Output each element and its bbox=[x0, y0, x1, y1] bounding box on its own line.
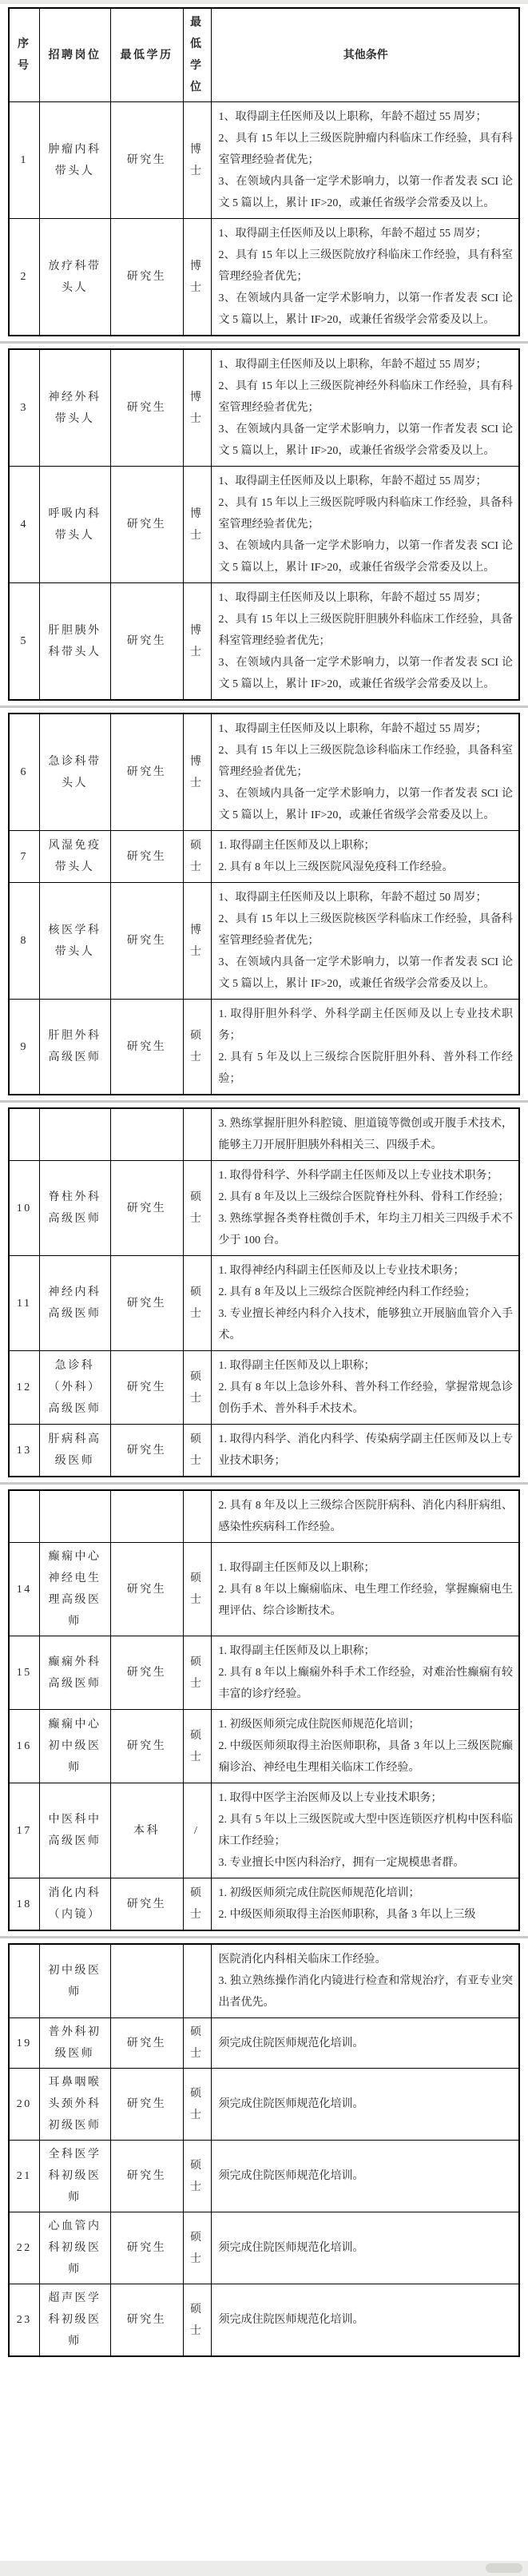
condition-clause: 3、在领域内具备一定学术影响力，以第一作者发表 SCI 论文 5 篇以上，累计 IF>20，或兼任省级学会常委及以上。 bbox=[218, 956, 513, 990]
position-cell: 心血管内科初级医师 bbox=[39, 2212, 110, 2284]
conditions-cell bbox=[211, 831, 519, 883]
row-number-cell: 21 bbox=[9, 2141, 39, 2212]
conditions-cell bbox=[211, 1161, 519, 1256]
row-number-cell: 22 bbox=[9, 2212, 39, 2284]
condition-clause: 3、在领域内具备一定学术影响力，以第一作者发表 SCI 论文 5 篇以上，累计 IF>20，或兼任省级学会常委及以上。 bbox=[218, 788, 513, 821]
table-row bbox=[9, 1351, 519, 1425]
row-number-cell: 13 bbox=[9, 1425, 39, 1477]
table-row bbox=[9, 1636, 519, 1710]
position-cell: 核医学科带头人 bbox=[39, 883, 110, 1000]
education-cell: 研究生 bbox=[110, 1161, 183, 1256]
table-row bbox=[9, 349, 519, 467]
page-break-separator bbox=[0, 336, 528, 348]
row-number-cell: 12 bbox=[9, 1351, 39, 1425]
conditions-cell bbox=[211, 1490, 519, 1543]
row-number-cell: 11 bbox=[9, 1256, 39, 1351]
position-cell bbox=[39, 1490, 110, 1543]
position-cell: 风湿免疫带头人 bbox=[39, 831, 110, 883]
conditions-cell bbox=[211, 714, 519, 831]
condition-clause: 2. 具有 8 年及以上三级综合医院脊柱外科、骨科工作经验； bbox=[218, 1191, 510, 1203]
education-cell: 研究生 bbox=[110, 714, 183, 831]
condition-clause: 1. 取得副主任医师及以上职称； bbox=[218, 1360, 375, 1372]
condition-clause: 3. 熟练掌握肝胆外科腔镜、胆道镜等微创或开腹手术技术，能够主刀开展肝胆胰外科相关三、四级手术。 bbox=[218, 1118, 513, 1151]
degree-cell: 博士 bbox=[183, 883, 211, 1000]
table-row bbox=[9, 1878, 519, 1931]
table-row bbox=[9, 583, 519, 701]
degree-cell: 硕士 bbox=[183, 1710, 211, 1783]
condition-clause: 1、取得副主任医师及以上职称，年龄不超过 55 周岁； bbox=[218, 592, 487, 604]
education-cell: 研究生 bbox=[110, 2284, 183, 2357]
table-row bbox=[9, 1000, 519, 1095]
table-row bbox=[9, 2212, 519, 2284]
conditions-cell bbox=[211, 1425, 519, 1477]
position-cell: 神经外科带头人 bbox=[39, 349, 110, 467]
degree-cell: 博士 bbox=[183, 349, 211, 467]
condition-clause: 1. 取得骨科学、外科学副主任医师及以上专业技术职务； bbox=[218, 1170, 498, 1182]
conditions-cell bbox=[211, 1543, 519, 1636]
table-row bbox=[9, 831, 519, 883]
education-cell: 研究生 bbox=[110, 1543, 183, 1636]
conditions-cell bbox=[211, 883, 519, 1000]
row-number-cell: 17 bbox=[9, 1783, 39, 1878]
condition-clause: 2. 具有 8 年以上癫痫外科手术工作经验，对难治性癫痫有较丰富的诊疗经验。 bbox=[218, 1667, 513, 1700]
row-number-cell: 20 bbox=[9, 2069, 39, 2141]
row-number-cell: 14 bbox=[9, 1543, 39, 1636]
column-header-2: 最低学历 bbox=[110, 8, 183, 102]
conditions-cell bbox=[211, 467, 519, 583]
page-break-line bbox=[0, 1482, 528, 1485]
table-row bbox=[9, 2018, 519, 2069]
position-cell: 癫痫中心初中级医师 bbox=[39, 1710, 110, 1783]
position-cell: 肝胆外科高级医师 bbox=[39, 1000, 110, 1095]
degree-cell: 硕士 bbox=[183, 1000, 211, 1095]
condition-clause: 1. 取得副主任医师及以上职称； bbox=[218, 840, 375, 852]
row-number-cell: 2 bbox=[9, 219, 39, 336]
position-cell: 神经内科高级医师 bbox=[39, 1256, 110, 1351]
position-cell: 癫痫外科高级医师 bbox=[39, 1636, 110, 1710]
page-break-line bbox=[0, 1100, 528, 1103]
condition-clause: 1、取得副主任医师及以上职称，年龄不超过 50 周岁； bbox=[218, 892, 487, 904]
education-cell: 研究生 bbox=[110, 349, 183, 467]
condition-clause: 1. 取得内科学、消化内科学、传染病学副主任医师及以上专业技术职务； bbox=[218, 1433, 513, 1467]
row-number-cell: 4 bbox=[9, 467, 39, 583]
conditions-cell bbox=[211, 2018, 519, 2069]
conditions-cell bbox=[211, 1710, 519, 1783]
table-row bbox=[9, 883, 519, 1000]
position-cell: 急诊科（外科）高级医师 bbox=[39, 1351, 110, 1425]
conditions-cell bbox=[211, 2284, 519, 2357]
page-break-separator bbox=[0, 1931, 528, 1943]
condition-clause: 须完成住院医师规范化培训。 bbox=[218, 2098, 364, 2110]
degree-cell: 博士 bbox=[183, 583, 211, 701]
row-number-cell: 7 bbox=[9, 831, 39, 883]
position-cell bbox=[39, 1108, 110, 1161]
table-row bbox=[9, 1710, 519, 1783]
table-row bbox=[9, 219, 519, 336]
education-cell: 研究生 bbox=[110, 583, 183, 701]
education-cell: 研究生 bbox=[110, 1256, 183, 1351]
condition-clause: 3、在领域内具备一定学术影响力，以第一作者发表 SCI 论文 5 篇以上，累计 IF>20，或兼任省级学会常委及以上。 bbox=[218, 292, 513, 326]
table-row bbox=[9, 2284, 519, 2357]
condition-clause: 须完成住院医师规范化培训。 bbox=[218, 2170, 364, 2182]
education-cell: 研究生 bbox=[110, 1636, 183, 1710]
table-row bbox=[9, 1783, 519, 1878]
condition-clause: 2. 具有 8 年以上急诊外科、普外科工作经验，掌握常规急诊创伤手术、普外科手术技术。 bbox=[218, 1381, 513, 1415]
condition-clause: 3. 独立熟练操作消化内镜进行检查和常规治疗，有亚专业突出者优先。 bbox=[218, 1975, 513, 2009]
position-cell: 全科医学科初级医师 bbox=[39, 2141, 110, 2212]
degree-cell: 博士 bbox=[183, 219, 211, 336]
condition-clause: 须完成住院医师规范化培训。 bbox=[218, 2314, 364, 2326]
education-cell bbox=[110, 1490, 183, 1543]
degree-cell: 博士 bbox=[183, 714, 211, 831]
table-row bbox=[9, 2141, 519, 2212]
table-row-continuation bbox=[9, 1108, 519, 1161]
condition-clause: 2、具有 15 年以上三级医院神经外科临床工作经验，具有科室管理经验者优先； bbox=[218, 380, 513, 414]
row-number-cell: 9 bbox=[9, 1000, 39, 1095]
recruitment-table-segment bbox=[8, 713, 520, 1095]
condition-clause: 1. 取得副主任医师及以上职称； bbox=[218, 1561, 375, 1574]
table-header-row bbox=[9, 8, 519, 102]
conditions-cell bbox=[211, 2212, 519, 2284]
condition-clause: 1、取得副主任医师及以上职称，年龄不超过 55 周岁； bbox=[218, 723, 487, 735]
position-cell: 癫痫中心神经电生理高级医师 bbox=[39, 1543, 110, 1636]
table-row bbox=[9, 2069, 519, 2141]
condition-clause: 2、具有 15 年以上三级医院急诊科临床工作经验，具备科室管理经验者优先； bbox=[218, 745, 513, 778]
conditions-cell bbox=[211, 1636, 519, 1710]
degree-cell: 硕士 bbox=[183, 1636, 211, 1710]
recruitment-table-segment bbox=[8, 1107, 520, 1477]
recruitment-table-segment bbox=[8, 7, 520, 336]
condition-clause: 1、取得副主任医师及以上职称，年龄不超过 55 周岁； bbox=[218, 111, 487, 123]
degree-cell: 硕士 bbox=[183, 2018, 211, 2069]
condition-clause: 2. 具有 8 年以上三级医院风湿免疫科工作经验。 bbox=[218, 861, 454, 873]
condition-clause: 2. 中级医师须取得主治医师职称，具备 3 年以上三级 bbox=[218, 1909, 476, 1921]
condition-clause: 1. 取得神经内科副主任医师及以上专业技术职务； bbox=[218, 1265, 465, 1277]
degree-cell: 博士 bbox=[183, 467, 211, 583]
condition-clause: 2、具有 15 年以上三级医院核医学科临床工作经验，具备科室管理经验者优先； bbox=[218, 913, 513, 947]
condition-clause: 1. 取得肝胆外科学、外科学副主任医师及以上专业技术职务； bbox=[218, 1008, 513, 1042]
table-row bbox=[9, 714, 519, 831]
condition-clause: 3. 专业擅长中医内科治疗，拥有一定规模患者群。 bbox=[218, 1857, 465, 1869]
education-cell: 研究生 bbox=[110, 1000, 183, 1095]
condition-clause: 2. 具有 5 年以上三级医院或大型中医连锁医疗机构中医科临床工作经验； bbox=[218, 1814, 513, 1847]
row-number-cell: 15 bbox=[9, 1636, 39, 1710]
conditions-cell bbox=[211, 2069, 519, 2141]
condition-clause: 3、在领域内具备一定学术影响力，以第一作者发表 SCI 论文 5 篇以上，累计 IF>20，或兼任省级学会常委及以上。 bbox=[218, 540, 513, 574]
position-cell: 脊柱外科高级医师 bbox=[39, 1161, 110, 1256]
condition-clause: 1、取得副主任医师及以上职称，年龄不超过 55 周岁； bbox=[218, 359, 487, 371]
condition-clause: 3. 专业擅长神经内科介入技术，能够独立开展脑血管介入手术。 bbox=[218, 1308, 513, 1342]
education-cell: 研究生 bbox=[110, 883, 183, 1000]
condition-clause: 2、具有 15 年以上三级医院放疗科临床工作经验，具有科室管理经验者优先； bbox=[218, 249, 513, 283]
table-row-continuation bbox=[9, 1490, 519, 1543]
education-cell: 研究生 bbox=[110, 1878, 183, 1931]
condition-clause: 1. 取得中医学主治医师及以上专业技术职务； bbox=[218, 1792, 443, 1804]
education-cell: 研究生 bbox=[110, 1710, 183, 1783]
education-cell bbox=[110, 1108, 183, 1161]
education-cell: 研究生 bbox=[110, 2212, 183, 2284]
conditions-cell bbox=[211, 1944, 519, 2018]
row-number-cell: 19 bbox=[9, 2018, 39, 2069]
column-header-0: 序号 bbox=[9, 8, 39, 102]
column-header-4: 其他条件 bbox=[211, 8, 519, 102]
condition-clause: 1. 初级医师须完成住院医师规范化培训； bbox=[218, 1719, 420, 1731]
conditions-cell bbox=[211, 102, 519, 219]
conditions-cell bbox=[211, 1878, 519, 1931]
condition-clause: 2. 具有 5 年及以上三级综合医院肝胆外科、普外科工作经验； bbox=[218, 1051, 513, 1085]
condition-clause: 2. 中级医师须取得主治医师职称，具备 3 年以上三级医院癫痫诊治、神经电生理相关临床工作经验。 bbox=[218, 1740, 513, 1774]
column-header-1: 招聘岗位 bbox=[39, 8, 110, 102]
conditions-cell bbox=[211, 2141, 519, 2212]
education-cell: 研究生 bbox=[110, 1425, 183, 1477]
row-number-cell: 18 bbox=[9, 1878, 39, 1931]
conditions-cell bbox=[211, 583, 519, 701]
education-cell: 研究生 bbox=[110, 2141, 183, 2212]
degree-cell: 硕士 bbox=[183, 2141, 211, 2212]
conditions-cell bbox=[211, 1108, 519, 1161]
condition-clause: 2. 具有 8 年以上癫痫临床、电生理工作经验，掌握癫痫电生理评估、综合诊断技术。 bbox=[218, 1583, 513, 1617]
table-row bbox=[9, 1161, 519, 1256]
degree-cell: 硕士 bbox=[183, 2069, 211, 2141]
condition-clause: 医院消化内科相关临床工作经验。 bbox=[218, 1954, 387, 1966]
table-row bbox=[9, 467, 519, 583]
row-number-cell bbox=[9, 1108, 39, 1161]
row-number-cell: 1 bbox=[9, 102, 39, 219]
degree-cell: 硕士 bbox=[183, 2284, 211, 2357]
page-break-line bbox=[0, 341, 528, 344]
row-number-cell: 16 bbox=[9, 1710, 39, 1783]
page-break-separator bbox=[0, 701, 528, 713]
education-cell: 研究生 bbox=[110, 2018, 183, 2069]
education-cell: 研究生 bbox=[110, 467, 183, 583]
conditions-cell bbox=[211, 1351, 519, 1425]
position-cell: 急诊科带头人 bbox=[39, 714, 110, 831]
page-break-line bbox=[0, 706, 528, 708]
position-cell: 普外科初级医师 bbox=[39, 2018, 110, 2069]
row-number-cell: 5 bbox=[9, 583, 39, 701]
condition-clause: 3. 熟练掌握各类脊柱微创手术，年均主刀相关三四级手术不少于 100 台。 bbox=[218, 1213, 513, 1246]
recruitment-table-segment bbox=[8, 348, 520, 701]
degree-cell: 硕士 bbox=[183, 1543, 211, 1636]
page-break-line bbox=[0, 1936, 528, 1938]
conditions-cell bbox=[211, 1783, 519, 1878]
conditions-cell bbox=[211, 349, 519, 467]
recruitment-table-segment bbox=[8, 1943, 520, 2357]
education-cell: 本科 bbox=[110, 1783, 183, 1878]
education-cell: 研究生 bbox=[110, 102, 183, 219]
table-row-continuation bbox=[9, 1944, 519, 2018]
horizontal-scrollbar[interactable] bbox=[0, 2561, 528, 2576]
condition-clause: 3、在领域内具备一定学术影响力，以第一作者发表 SCI 论文 5 篇以上，累计 IF>20，或兼任省级学会常委及以上。 bbox=[218, 657, 513, 690]
table-row bbox=[9, 1425, 519, 1477]
degree-cell bbox=[183, 1490, 211, 1543]
condition-clause: 2、具有 15 年以上三级医院肿瘤内科临床工作经验，具有科室管理经验者优先； bbox=[218, 133, 513, 166]
education-cell: 研究生 bbox=[110, 831, 183, 883]
condition-clause: 须完成住院医师规范化培训。 bbox=[218, 2242, 364, 2254]
condition-clause: 3、在领域内具备一定学术影响力，以第一作者发表 SCI 论文 5 篇以上，累计 IF>20，或兼任省级学会常委及以上。 bbox=[218, 176, 513, 209]
degree-cell bbox=[183, 1108, 211, 1161]
row-number-cell: 3 bbox=[9, 349, 39, 467]
position-cell: 肿瘤内科带头人 bbox=[39, 102, 110, 219]
degree-cell: 硕士 bbox=[183, 1161, 211, 1256]
condition-clause: 2. 具有 8 年及以上三级综合医院神经内科工作经验； bbox=[218, 1286, 476, 1298]
degree-cell: 硕士 bbox=[183, 1256, 211, 1351]
condition-clause: 2、具有 15 年以上三级医院肝胆胰外科临床工作经验，具备科室管理经验者优先； bbox=[218, 614, 513, 647]
row-number-cell bbox=[9, 1490, 39, 1543]
condition-clause: 3、在领域内具备一定学术影响力，以第一作者发表 SCI 论文 5 篇以上，累计 IF>20，或兼任省级学会常委及以上。 bbox=[218, 423, 513, 457]
position-cell: 初中级医师 bbox=[39, 1944, 110, 2018]
condition-clause: 1. 初级医师须完成住院医师规范化培训； bbox=[218, 1887, 420, 1899]
position-cell: 消化内科（内镜） bbox=[39, 1878, 110, 1931]
degree-cell: / bbox=[183, 1783, 211, 1878]
page-break-separator bbox=[0, 1477, 528, 1489]
education-cell bbox=[110, 1944, 183, 2018]
degree-cell: 硕士 bbox=[183, 1878, 211, 1931]
page-break-separator bbox=[0, 1095, 528, 1107]
education-cell: 研究生 bbox=[110, 1351, 183, 1425]
condition-clause: 1、取得副主任医师及以上职称，年龄不超过 55 周岁； bbox=[218, 475, 487, 487]
degree-cell: 硕士 bbox=[183, 2212, 211, 2284]
position-cell: 肝胆胰外科带头人 bbox=[39, 583, 110, 701]
row-number-cell: 6 bbox=[9, 714, 39, 831]
row-number-cell: 8 bbox=[9, 883, 39, 1000]
table-row bbox=[9, 1256, 519, 1351]
horizontal-scrollbar-thumb[interactable] bbox=[486, 2563, 522, 2573]
position-cell: 超声医学科初级医师 bbox=[39, 2284, 110, 2357]
position-cell: 肝病科高级医师 bbox=[39, 1425, 110, 1477]
column-header-3: 最低学位 bbox=[183, 8, 211, 102]
recruitment-table-segment bbox=[8, 1489, 520, 1931]
table-row bbox=[9, 1543, 519, 1636]
position-cell: 耳鼻咽喉头颈外科初级医师 bbox=[39, 2069, 110, 2141]
education-cell: 研究生 bbox=[110, 2069, 183, 2141]
degree-cell: 硕士 bbox=[183, 1351, 211, 1425]
condition-clause: 1、取得副主任医师及以上职称，年龄不超过 55 周岁； bbox=[218, 228, 487, 240]
degree-cell bbox=[183, 1944, 211, 2018]
conditions-cell bbox=[211, 219, 519, 336]
condition-clause: 1. 取得副主任医师及以上职称； bbox=[218, 1645, 375, 1657]
condition-clause: 须完成住院医师规范化培训。 bbox=[218, 2037, 364, 2049]
conditions-cell bbox=[211, 1000, 519, 1095]
row-number-cell: 23 bbox=[9, 2284, 39, 2357]
education-cell: 研究生 bbox=[110, 219, 183, 336]
row-number-cell: 10 bbox=[9, 1161, 39, 1256]
position-cell: 放疗科带头人 bbox=[39, 219, 110, 336]
table-row bbox=[9, 102, 519, 219]
degree-cell: 硕士 bbox=[183, 1425, 211, 1477]
degree-cell: 硕士 bbox=[183, 831, 211, 883]
condition-clause: 2. 具有 8 年及以上三级综合医院肝病科、消化内科肝病组、感染性疾病科工作经验。 bbox=[218, 1500, 513, 1533]
row-number-cell bbox=[9, 1944, 39, 2018]
degree-cell: 博士 bbox=[183, 102, 211, 219]
conditions-cell bbox=[211, 1256, 519, 1351]
position-cell: 呼吸内科带头人 bbox=[39, 467, 110, 583]
document-area bbox=[0, 4, 528, 2357]
condition-clause: 2、具有 15 年以上三级医院呼吸内科临床工作经验，具备科室管理经验者优先； bbox=[218, 497, 513, 531]
position-cell: 中医科中高级医师 bbox=[39, 1783, 110, 1878]
